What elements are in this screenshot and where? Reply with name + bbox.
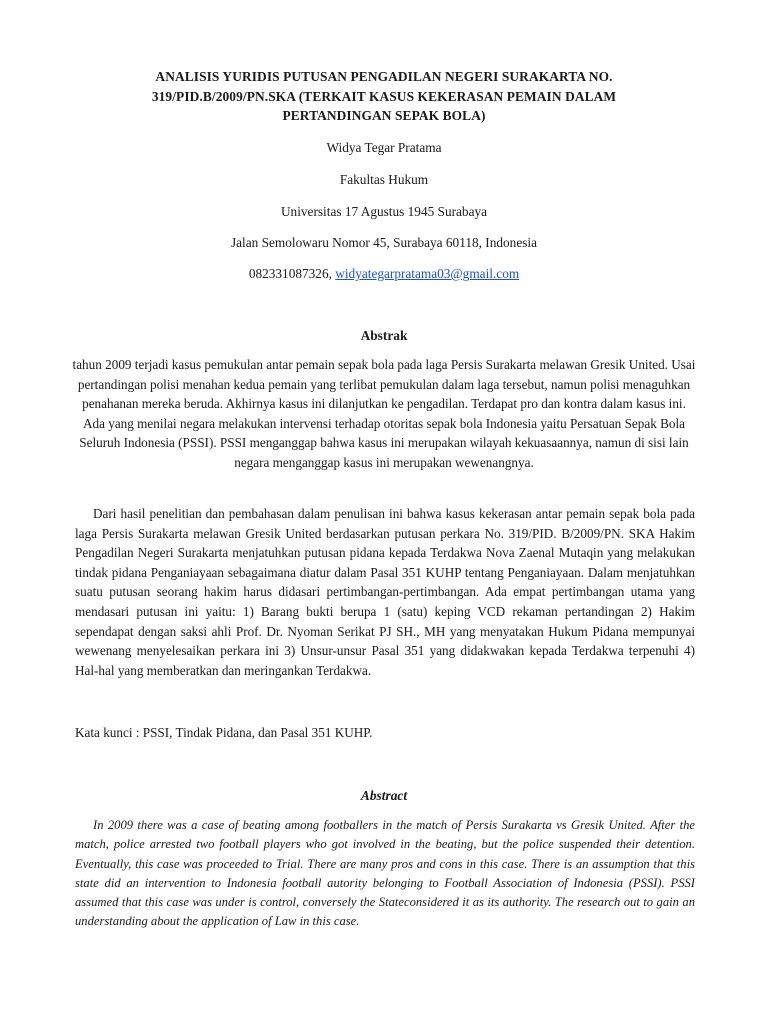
email-link[interactable]: widyategarpratama03@gmail.com — [335, 266, 520, 281]
abstrak-paragraph-1: tahun 2009 terjadi kasus pemukulan antar pemain sepak bola pada laga Persis Surakarta melawan Gresik United. Usai pertandingan polisi menahan kedua pemain yang terlibat pemukulan dalam laga tersebut, namun polisi menaguhkan penahanan mereka beruda. Akhirnya kasus ini dilanjutkan ke pengadilan. Terdapat pro dan kontra dalam kasus ini. Ada yang menilai negara melakukan intervensi terhadap otoritas sepak bola Indonesia yaitu Persatuan Sepak Bola Seluruh Indonesia (PSSI). PSSI menganggap bahwa kasus ini merupakan wilayah kekuasaannya, namun di sisi lain negara menganggap kasus ini merupakan wewenangnya. — [72, 357, 696, 470]
abstrak-heading: Abstrak — [360, 328, 408, 343]
faculty: Fakultas Hukum — [339, 172, 429, 187]
paper-title: ANALISIS YURIDIS PUTUSAN PENGADILAN NEGERI SURAKARTA NO. 319/PID.B/2009/PN.SKA (TERKAIT KASUS KEKERASAN PEMAIN DALAM PERTANDINGAN SEPAK BOLA) — [151, 69, 617, 123]
phone-number: 082331087326, — [248, 266, 332, 281]
author-name: Widya Tegar Pratama — [326, 140, 442, 155]
abstract-paragraph-1: In 2009 there was a case of beating among footballers in the match of Persis Surakarta vs Gresik United. After the match, police arrested two football players who got involved in the beating, but the police suspended their detention. Eventually, this case was proceeded to Trial. There are many pros and cons in this case. There is an assumption that this state did an intervention to Indonesia football autority belonging to Football Association of Indonesia (PSSI). PSSI assumed that this case was under is control, conversely the Stateconsidered it as its authority. The research out to gain an understanding about the application of Law in this case. — [75, 818, 695, 929]
abstrak-paragraph-2: Dari hasil penelitian dan pembahasan dalam penulisan ini bahwa kasus kekerasan antar pemain sepak bola pada laga Persis Surakarta melawan Gresik United berdasarkan putusan perkara No. 319/PID. B/2009/PN. SKA Hakim Pengadilan Negeri Surakarta menjatuhkan putusan pidana kepada Terdakwa Nova Zaenal Mutaqin yang melakukan tindak pidana Penganiayaan sebagaimana diatur dalam Pasal 351 KUHP tentang Penganiayaan. Dalam menjatuhkan suatu putusan seorang hakim harus didasari pertimbangan-pertimbangan. Ada empat pertimbangan utama yang mendasari putusan ini yaitu: 1) Barang bukti berupa 1 (satu) keping VCD rekaman pertandingan 2) Hakim sependapat dengan saksi ahli Prof. Dr. Nyoman Serikat PJ SH., MH yang menyatakan Hukum Pidana mempunyai wewenang menyelesaikan perkara ini 3) Unsur-unsur Pasal 351 yang didakwakan kepada Terdakwa terpenuhi 4) Hal-hal yang memberatkan dan meringankan Terdakwa. — [75, 506, 695, 678]
keywords: Kata kunci : PSSI, Tindak Pidana, dan Pasal 351 KUHP. — [75, 725, 373, 740]
address: Jalan Semolowaru Nomor 45, Surabaya 60118, Indonesia — [230, 235, 537, 250]
university: Universitas 17 Agustus 1945 Surabaya — [280, 204, 488, 219]
abstract-heading: Abstract — [360, 788, 408, 803]
contact-line — [80, 265, 688, 283]
